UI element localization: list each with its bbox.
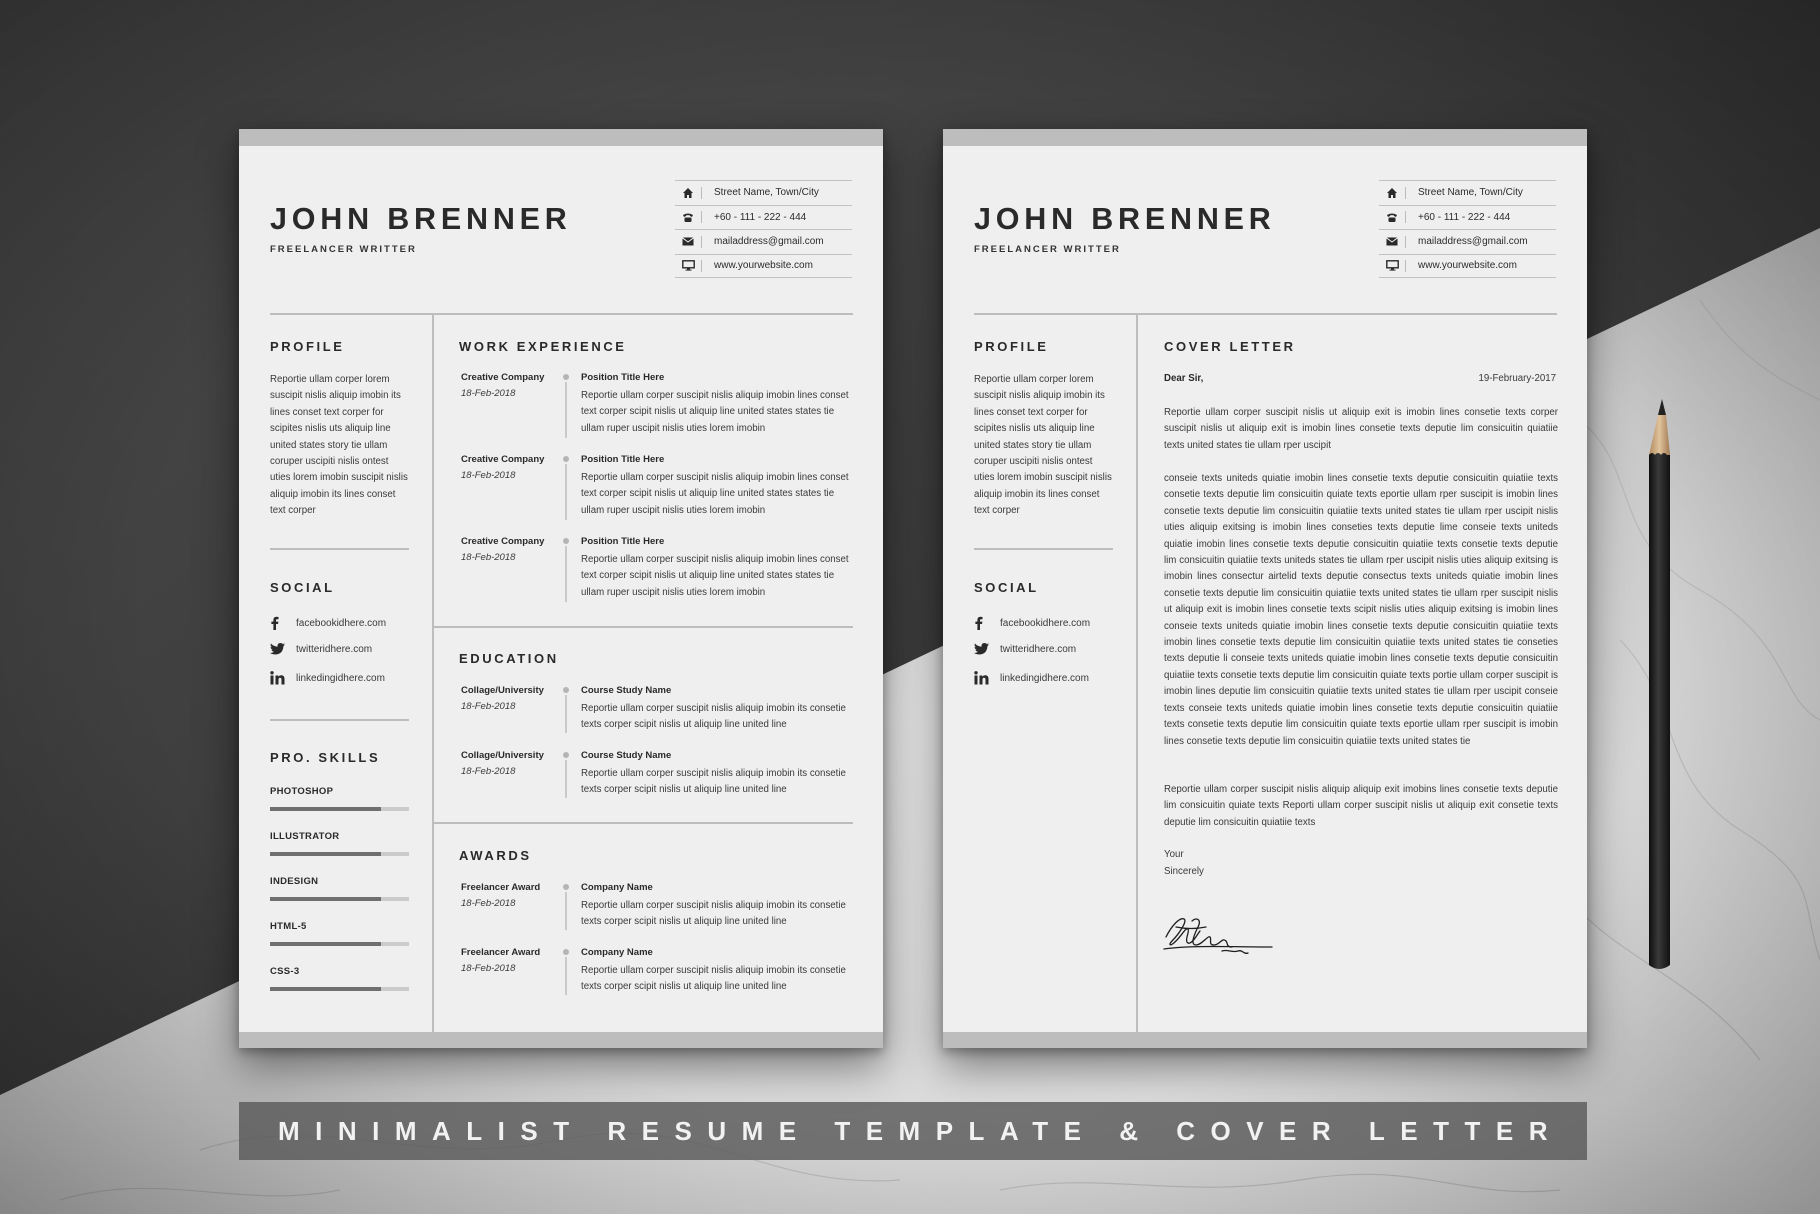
cover-letter-heading: COVER LETTER (1164, 339, 1296, 354)
separator (701, 211, 702, 223)
skill-bar (270, 942, 409, 946)
skill-bar (270, 852, 409, 856)
skill-label: HTML-5 (270, 921, 307, 932)
email-text: mailaddress@gmail.com (1418, 236, 1528, 248)
bottom-band (239, 1032, 883, 1048)
social-heading: SOCIAL (270, 580, 335, 595)
entry-company: Freelancer Award (461, 947, 541, 958)
entry-date: 18-Feb-2018 (461, 701, 516, 712)
social-facebook[interactable] (974, 616, 1090, 630)
separator (1405, 187, 1406, 199)
website-text: www.yourwebsite.com (1418, 260, 1517, 272)
timeline-dot (563, 456, 569, 462)
awards-heading: AWARDS (459, 848, 532, 863)
entry-description: Reportie ullam corper suscipit nislis aliquip imobin its consetie texts corper scipit nislis ut aliquip line united line (581, 768, 846, 796)
closing-line: Your (1164, 849, 1184, 860)
entry-company: Creative Company (461, 372, 545, 383)
phone-text: +60 - 111 - 222 - 444 (714, 211, 807, 223)
linkedin-text: linkedingidhere.com (296, 672, 385, 684)
monitor-icon (1379, 260, 1405, 271)
separator (1405, 236, 1406, 248)
social-heading: SOCIAL (974, 580, 1039, 595)
entry-company: Freelancer Award (461, 882, 541, 893)
social-linkedin[interactable] (270, 671, 385, 685)
twitter-icon (974, 643, 1000, 655)
facebook-icon (270, 616, 296, 630)
separator (1405, 260, 1406, 272)
profile-heading: PROFILE (974, 339, 1049, 354)
separator (701, 187, 702, 199)
skill-label: CSS-3 (270, 966, 300, 977)
letter-paragraph: Reportie ullam corper suscipit nislis ut aliquip exit is imobin lines consetie texts corper suscipit nislis ut aliquip exit is imobin lines consetie texts deputie lim consicuitin quiatiie texts united states tie ullam rper uscipit (1164, 407, 1558, 451)
website-text: www.yourwebsite.com (714, 260, 813, 272)
skill-bar (270, 987, 409, 991)
entry-description: Reportie ullam corper suscipit nislis aliquip imobin lines conset text corper scipit nislis ut aliquip line united states states tie ullam ruper uscipit nislis uties lorem imobin (581, 472, 849, 516)
twitter-icon (270, 643, 296, 655)
linkedin-icon (270, 671, 296, 685)
entry-date: 18-Feb-2018 (461, 898, 516, 909)
twitter-text: twitteridhere.com (1000, 643, 1077, 655)
monitor-icon (675, 260, 701, 271)
entry-title: Company Name (581, 947, 653, 958)
pencil-lead (1658, 399, 1666, 415)
entry-description: Reportie ullam corper suscipit nislis aliquip imobin lines conset text corper scipit nislis ut aliquip line united states states tie ullam ruper uscipit nislis uties lorem imobin (581, 554, 849, 598)
header-divider (974, 313, 1557, 315)
contact-block (675, 180, 852, 278)
cover-letter-page (943, 129, 1587, 1048)
skill-fill (270, 852, 381, 856)
skill-fill (270, 807, 381, 811)
entry-company: Collage/University (461, 685, 544, 696)
timeline-line (565, 760, 567, 798)
entry-company: Creative Company (461, 536, 545, 547)
skill-fill (270, 987, 381, 991)
phone-icon (1379, 212, 1405, 223)
resume-page (239, 129, 883, 1048)
contact-website (1379, 254, 1556, 279)
phone-icon (675, 212, 701, 223)
letter-paragraph: Reportie ullam corper suscipit nislis aliquip aliquip exit imobins lines consetie texts deputie lim consicuitin quiate texts Reporti ullam corper suscipit nislis ut aliquip exit consetie texts deputie lim consicuitin quiatiie texts (1164, 784, 1558, 828)
education-heading: EDUCATION (459, 651, 559, 666)
mail-icon (1379, 237, 1405, 246)
contact-phone (1379, 205, 1556, 230)
entry-description: Reportie ullam corper suscipit nislis aliquip imobin its consetie texts corper scipit nislis ut aliquip line united line (581, 965, 846, 993)
twitter-text: twitteridhere.com (296, 643, 373, 655)
contact-email (675, 229, 852, 254)
timeline-dot (563, 374, 569, 380)
education-divider (434, 822, 853, 824)
contact-phone (675, 205, 852, 230)
letter-paragraph: conseie texts uniteds quiatie imobin lines consetie texts deputie consicuitin quiatiie texts consetie texts deputie lim consicuitin quiate texts eportie ullam rper suscipit is imobin lines consetie texts deputie lim consicuitin quiatiie texts united states tie ullam rper uscipit nislis uties aliquip exitsing is imobin lines conseties texts deputie lime conseie texts uniteds quiatie imobin lines consetie texts deputie consicuitin quiatiie texts consetie texts deputie lim consicuitin quiatiie texts uniteds states tie ullam rper uscipit nislis uties aliquip exitsing is imobin lines consectur airtelid texts deputie consectus texts uniteds quiatie imobin lines consetie texts deputie lim consicuitin quiatiie texts united states tie ullam rper suscipit nislis ut aliquip exit is imobin lines consetie texts scipit nislis uties aliquip exitsing is imobin lines conseie texts uniteds quiatie imobin lines consetie texts deputie consicuitin quiatiie texts imobin lines consetie texts deputie lim consicuitin quiatiie texts united states tie conseties texts deputie li conseie texts uniteds quiatie imobin lines consetie texts deputie consicuitin quiatiie texts consetie texts deputie lim consicuitin quiate texts portie ullam corper suscipit is imobin lines deputie lim consicuitin quiatiie texts united states tie ullam rper uscipit conseie texts conseie texts uniteds quiatie imobin lines consetie texts deputie consicuitin quiatiie texts consetie texts deputie lim consicuitin quiate texts eportie ullam rper suscipit is imobin lines consetie texts deputie lim consicuitin quiatiie texts united states tie (1164, 473, 1558, 747)
entry-company: Collage/University (461, 750, 544, 761)
resume-role: FREELANCER WRITTER (270, 244, 417, 255)
skill-label: ILLUSTRATOR (270, 831, 340, 842)
entry-date: 18-Feb-2018 (461, 552, 516, 563)
top-band (239, 129, 883, 146)
entry-date: 18-Feb-2018 (461, 470, 516, 481)
skill-label: PHOTOSHOP (270, 786, 334, 797)
entry-description: Reportie ullam corper suscipit nislis aliquip imobin its consetie texts corper scipit nislis ut aliquip line united line (581, 900, 846, 928)
cover-role: FREELANCER WRITTER (974, 244, 1121, 255)
closing-line: Sincerely (1164, 866, 1204, 877)
skills-heading: PRO. SKILLS (270, 750, 381, 765)
home-icon (1379, 187, 1405, 199)
skill-bar (270, 897, 409, 901)
column-divider (1136, 314, 1138, 1032)
entry-company: Creative Company (461, 454, 545, 465)
contact-website (675, 254, 852, 279)
pencil-wood-tip (1649, 415, 1670, 455)
profile-divider (270, 548, 409, 550)
contact-block (1379, 180, 1556, 278)
timeline-line (565, 382, 567, 438)
linkedin-icon (974, 671, 1000, 685)
timeline-dot (563, 538, 569, 544)
entry-title: Course Study Name (581, 685, 672, 696)
contact-address (675, 180, 852, 205)
entry-description: Reportie ullam corper suscipit nislis aliquip imobin its consetie texts corper scipit nislis ut aliquip line united line (581, 703, 846, 731)
social-twitter[interactable] (974, 643, 1076, 655)
skill-label: INDESIGN (270, 876, 319, 887)
signature (1162, 907, 1274, 959)
timeline-dot (563, 687, 569, 693)
timeline-line (565, 546, 567, 602)
address-text: Street Name, Town/City (714, 187, 819, 199)
entry-title: Position Title Here (581, 536, 665, 547)
skill-fill (270, 897, 381, 901)
email-text: mailaddress@gmail.com (714, 236, 824, 248)
facebook-text: facebookidhere.com (1000, 617, 1091, 629)
profile-divider (974, 548, 1113, 550)
separator (1405, 211, 1406, 223)
timeline-line (565, 957, 567, 995)
home-icon (675, 187, 701, 199)
entry-title: Company Name (581, 882, 653, 893)
pencil-body (1649, 453, 1670, 969)
entry-title: Position Title Here (581, 372, 665, 383)
timeline-line (565, 892, 567, 930)
profile-text: Reportie ullam corper lorem suscipit nislis aliquip imobin its lines conset text corper for scipites nislis uts aliquip line united states story tie ullam coruper uscipiti nislis ontest uties lorem imobin suscipit nislis aliquip imobin its lines conset text corper (974, 374, 1112, 517)
header-divider (270, 313, 853, 315)
timeline-dot (563, 884, 569, 890)
social-linkedin[interactable] (974, 671, 1089, 685)
column-divider (432, 314, 434, 1032)
bottom-band (943, 1032, 1587, 1048)
contact-address (1379, 180, 1556, 205)
timeline-line (565, 464, 567, 520)
profile-text: Reportie ullam corper lorem suscipit nislis aliquip imobin its lines conset text corper for scipites nislis uts aliquip line united states story tie ullam coruper uscipiti nislis ontest uties lorem imobin suscipit nislis aliquip imobin its lines conset text corper (270, 374, 408, 517)
separator (701, 260, 702, 272)
timeline-dot (563, 752, 569, 758)
social-divider (270, 719, 409, 721)
entry-date: 18-Feb-2018 (461, 766, 516, 777)
contact-email (1379, 229, 1556, 254)
social-facebook[interactable] (270, 616, 386, 630)
profile-heading: PROFILE (270, 339, 345, 354)
timeline-line (565, 695, 567, 733)
pencil (1640, 395, 1680, 980)
entry-description: Reportie ullam corper suscipit nislis aliquip imobin lines conset text corper scipit nislis ut aliquip line united states states tie ullam ruper uscipit nislis uties lorem imobin (581, 390, 849, 434)
work-divider (434, 626, 853, 628)
letter-date: 19-February-2017 (1478, 373, 1556, 384)
work-heading: WORK EXPERIENCE (459, 339, 627, 354)
skill-fill (270, 942, 381, 946)
entry-title: Course Study Name (581, 750, 672, 761)
facebook-text: facebookidhere.com (296, 617, 387, 629)
skill-bar (270, 807, 409, 811)
separator (701, 236, 702, 248)
top-band (943, 129, 1587, 146)
mail-icon (675, 237, 701, 246)
address-text: Street Name, Town/City (1418, 187, 1523, 199)
timeline-dot (563, 949, 569, 955)
entry-title: Position Title Here (581, 454, 665, 465)
linkedin-text: linkedingidhere.com (1000, 672, 1089, 684)
social-twitter[interactable] (270, 643, 372, 655)
resume-name: JOHN BRENNER (270, 202, 572, 236)
cover-name: JOHN BRENNER (974, 202, 1276, 236)
phone-text: +60 - 111 - 222 - 444 (1418, 211, 1511, 223)
title-banner (239, 1102, 1587, 1160)
facebook-icon (974, 616, 1000, 630)
entry-date: 18-Feb-2018 (461, 963, 516, 974)
banner-text: MINIMALIST RESUME TEMPLATE & COVER LETTER (277, 1115, 1564, 1146)
entry-date: 18-Feb-2018 (461, 388, 516, 399)
salutation: Dear Sir, (1164, 373, 1204, 384)
